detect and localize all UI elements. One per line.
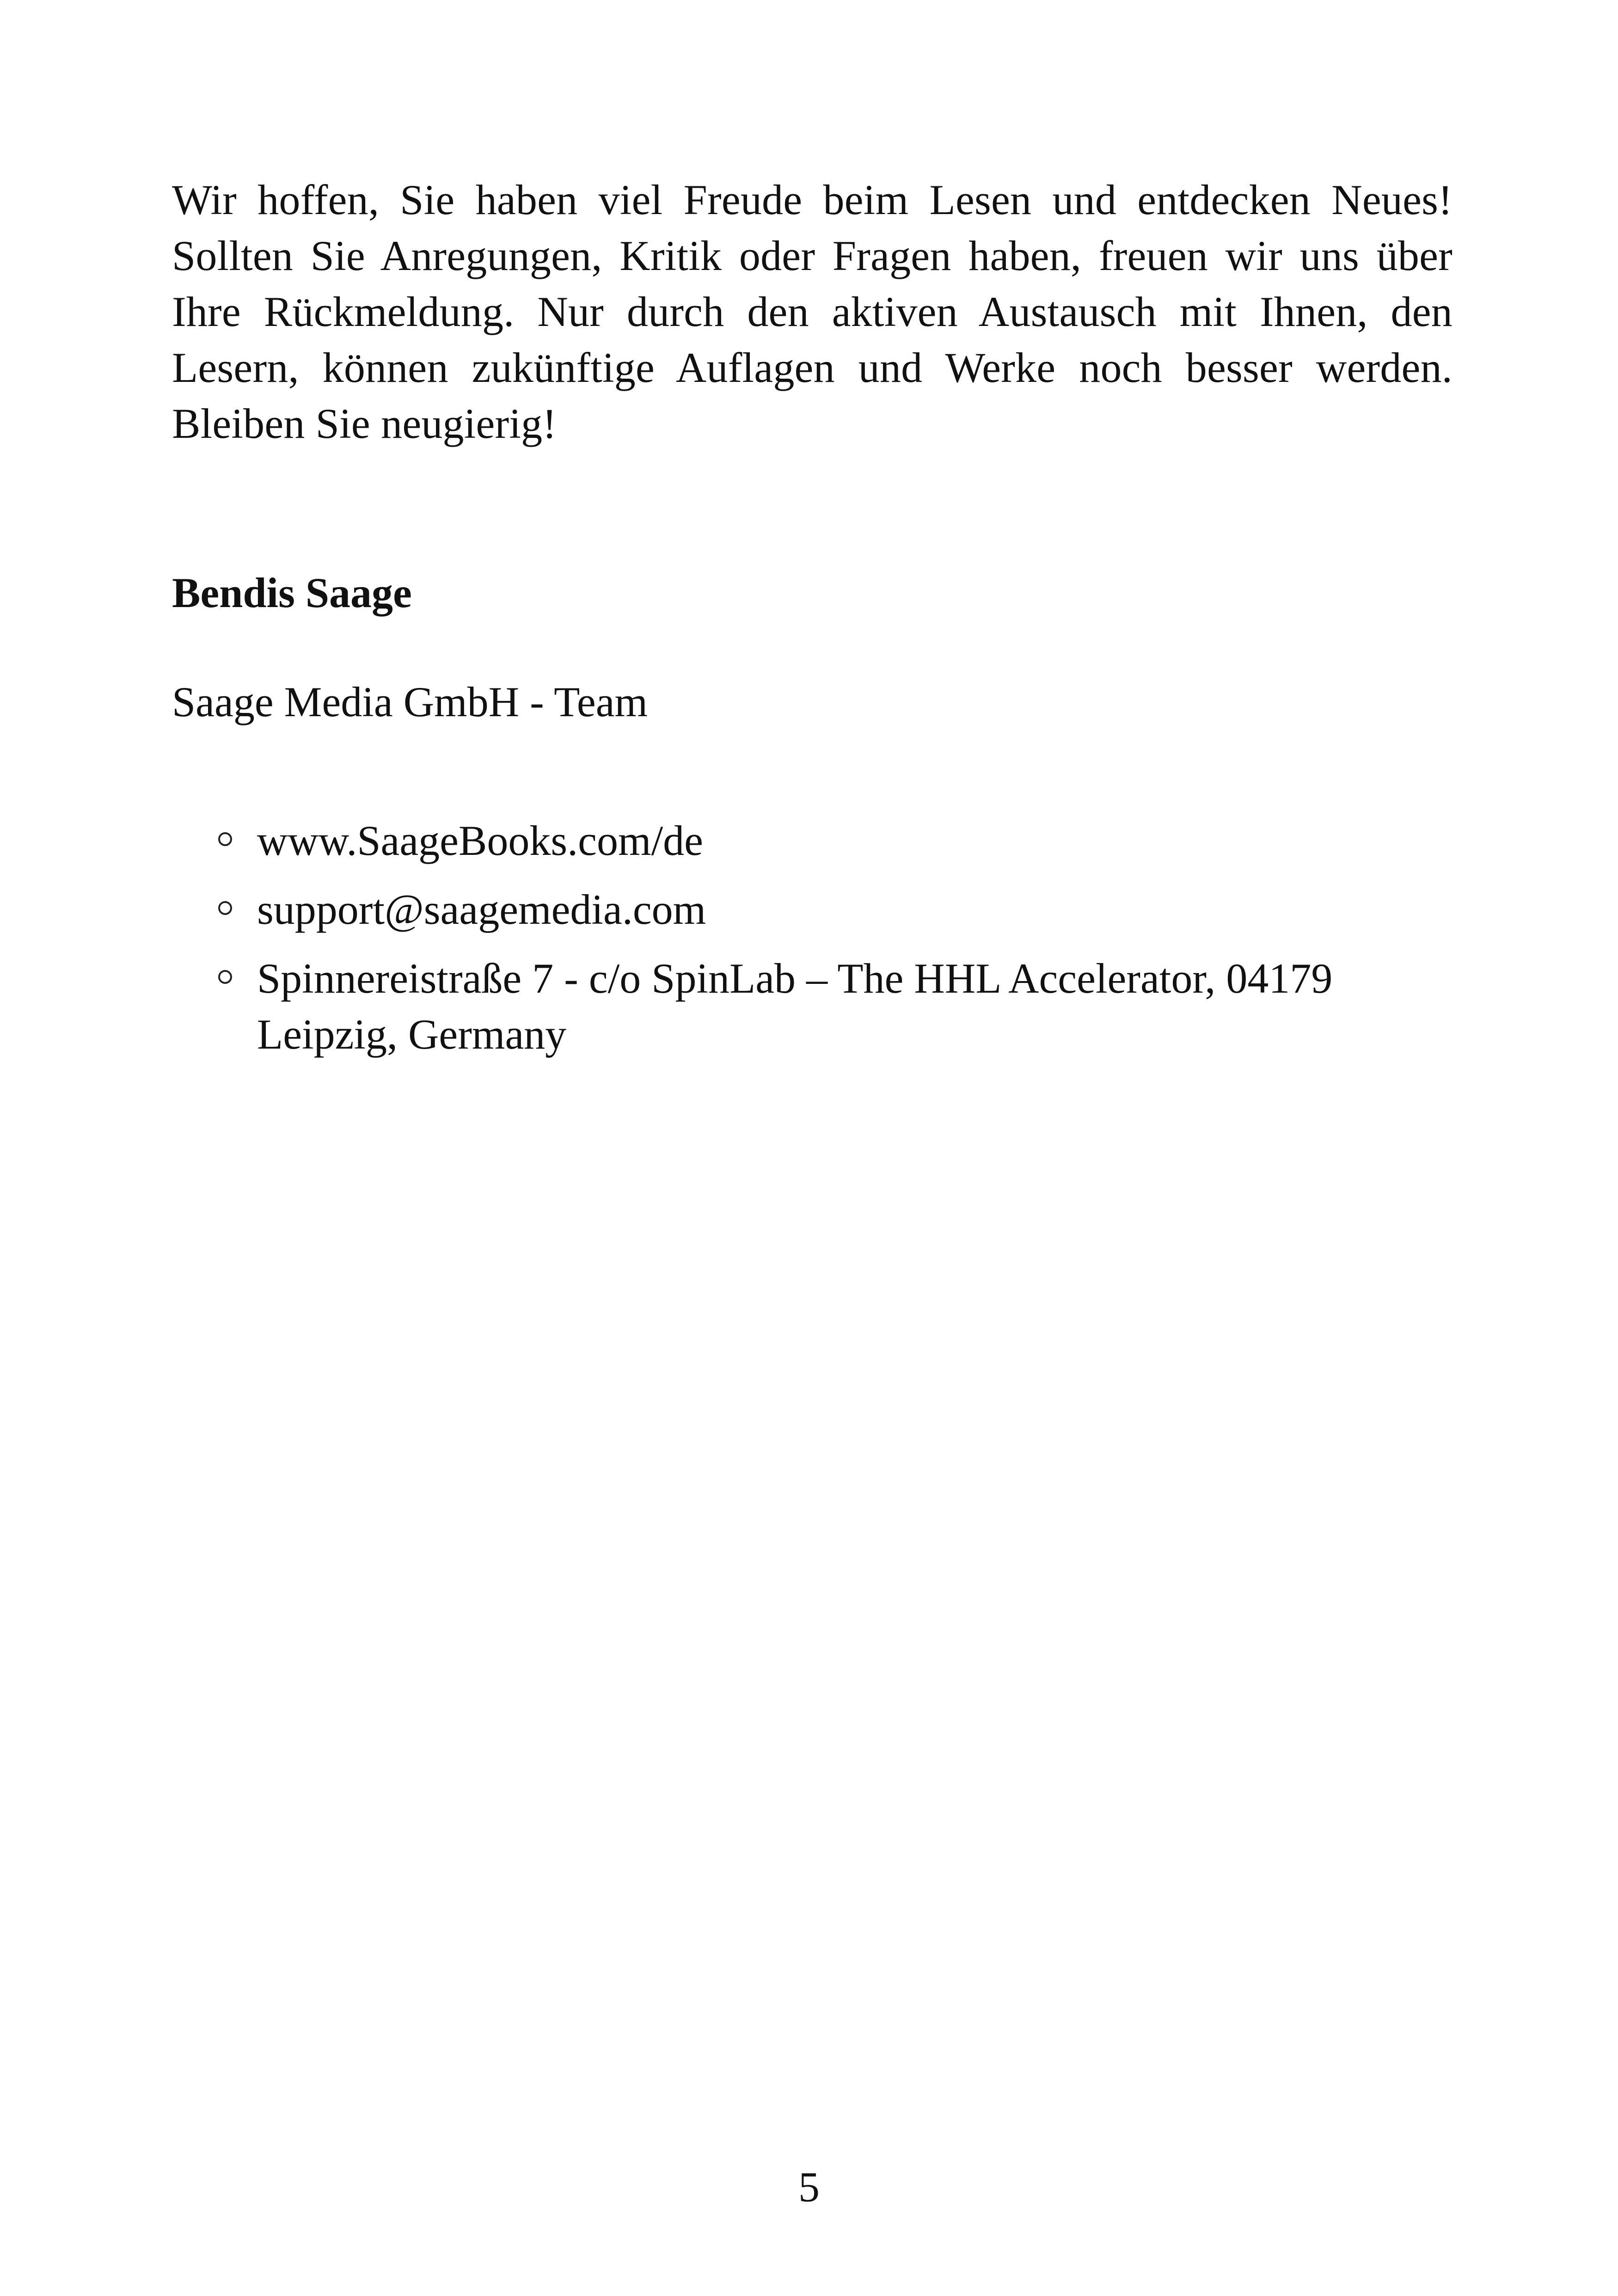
website-text: www.SaageBooks.com/de (257, 817, 703, 864)
contact-item-website (172, 813, 1453, 869)
circle-bullet-icon (218, 970, 232, 984)
page-number: 5 (798, 2163, 820, 2210)
intro-paragraph: Wir hoffen, Sie haben viel Freude beim Lesen und entdecken Neues! Sollten Sie Anregungen, Kritik oder Fragen haben, freuen wir uns über Ihre Rückmeldung. Nur durch den aktiven Austausch mit Ihnen, den Lesern, können zukünftige Auflagen und Werke noch besser werden. Bleiben Sie neugierig! (172, 176, 1453, 447)
address-text: Spinnereistraße 7 - c/o SpinLab – The HHL Accelerator, 04179 Leipzig, Germany (257, 955, 1333, 1058)
contact-item-address (172, 951, 1453, 1062)
email-text: support@saagemedia.com (257, 886, 706, 933)
circle-bullet-icon (218, 901, 232, 915)
contact-item-email (172, 882, 1453, 938)
contact-list (172, 813, 1453, 1075)
team-label: Saage Media GmbH - Team (172, 678, 648, 725)
circle-bullet-icon (218, 832, 232, 846)
author-name: Bendis Saage (172, 569, 412, 616)
